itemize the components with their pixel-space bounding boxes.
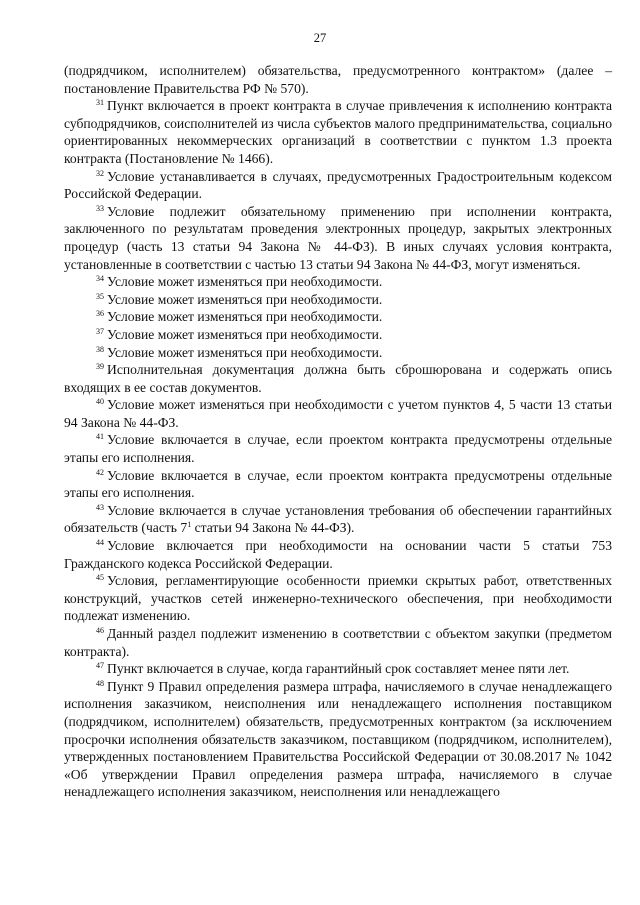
- footnote-33: $^{33}$ Условие подлежит обязательному применению при исполнении контракта, заключенного по результатам проведения электронных процедур, закрытых электронных процедур (часть 13 статьи 94 Закона № 44-ФЗ). В иных случаях условия контракта, установленные в соответствии с частью 13 статьи 94 Закона № 44-ФЗ, могут изменяться.: [64, 203, 612, 272]
- footnote-44: $^{44}$ Условие включается при необходимости на основании части 5 статьи 753 Гражданского кодекса Российской Федерации.: [64, 538, 612, 571]
- footnote-marker: 37: [96, 326, 104, 336]
- footnote-46: $^{46}$ Данный раздел подлежит изменению в соответствии с объектом закупки (предметом контракта).: [64, 626, 612, 659]
- footnote-45: $^{45}$ Условия, регламентирующие особенности приемки скрытых работ, ответственных конструкций, участков сетей инженерно-технического обеспечения, при необходимости подлежат изменению.: [64, 573, 612, 624]
- footnote-41: $^{41}$ Условие включается в случае, если проектом контракта предусмотрены отдельные этапы его исполнения.: [64, 432, 612, 466]
- footnote-39: $^{39}$ Исполнительная документация должна быть сброшюрована и содержать опись входящих в ее состав документов.: [64, 362, 612, 395]
- footnote-36: $^{36}$ Условие может изменяться при необходимости.: [96, 309, 383, 325]
- footnote-48: $^{48}$ Пункт 9 Правил определения размера штрафа, начисляемого в случае ненадлежащего исполнения заказчиком, неисполнения или ненадлежащего исполнения поставщиком (подрядчиком, исполнителем) обязательств, предусмотренных контрактом (за исключением просрочки исполнения обязательств заказчиком, поставщиком (подрядчиком, исполнителем), утвержденных постановлением Правительства Российской Федерации от 30.08.2017 № 1042 «Об утверждении Правил определения размера штрафа, начисляемого в случае ненадлежащего исполнения заказчиком, неисполнения или ненадлежащего: [64, 678, 612, 800]
- footnote-marker: 45: [96, 573, 104, 583]
- footnote-34: $^{34}$ Условие может изменяться при необходимости.: [96, 274, 383, 290]
- footnote-32: $^{32}$ Условие устанавливается в случаях, предусмотренных Градостроительным кодексом Российской Федерации.: [64, 168, 612, 202]
- footnote-marker: 40: [96, 397, 104, 407]
- page-number: 27: [313, 31, 327, 45]
- footnote-31: $^{31}$ Пункт включается в проект контракта в случае привлечения к исполнению контракта субподрядчиков, соисполнителей из числа субъектов малого предпринимательства, социально ориентированных некоммерческих организаций в соответствии с пунктом 1.3 проекта контракта (Постановление № 1466).: [64, 98, 612, 166]
- footnote-marker: 35: [96, 291, 104, 301]
- footnote-35: $^{35}$ Условие может изменяться при необходимости.: [96, 291, 383, 307]
- footnote-marker: 33: [96, 203, 104, 213]
- footnote-marker: 39: [96, 362, 104, 372]
- footnote-marker: 38: [96, 344, 104, 354]
- footnote-marker: 32: [96, 168, 104, 178]
- footnote-42: $^{42}$ Условие включается в случае, если проектом контракта предусмотрены отдельные этапы его исполнения.: [64, 467, 612, 501]
- footnote-marker: 46: [96, 626, 104, 635]
- footnotes-body: [64, 62, 612, 801]
- footnote-40: $^{40}$ Условие может изменяться при необходимости с учетом пунктов 4, 5 части 13 статьи 94 Закона № 44-ФЗ.: [64, 397, 612, 430]
- footnote-continuation: (подрядчиком, исполнителем) обязательства, предусмотренного контрактом» (далее – постановление Правительства РФ № 570).: [64, 63, 612, 96]
- footnote-43: $^{43}$ Условие включается в случае установления требования об обеспечении гарантийных обязательств (часть $7^1$ статьи 94 Закона № 44-ФЗ).: [64, 502, 612, 536]
- footnote-marker: 44: [96, 538, 104, 548]
- footnote-marker: 48: [96, 678, 104, 688]
- footnote-marker: 47: [96, 661, 104, 671]
- footnote-37: $^{37}$ Условие может изменяться при необходимости.: [96, 326, 383, 342]
- footnote-marker: 43: [96, 502, 104, 512]
- footnote-38: $^{38}$ Условие может изменяться при необходимости.: [96, 344, 383, 360]
- footnote-marker: 31: [96, 98, 104, 108]
- footnote-47: $^{47}$ Пункт включается в случае, когда гарантийный срок составляет менее пяти лет.: [96, 661, 570, 677]
- footnote-marker: 41: [96, 432, 104, 442]
- article-superscript: 1: [187, 520, 192, 530]
- footnote-marker: 34: [96, 274, 104, 284]
- footnote-marker: 42: [96, 467, 104, 477]
- footnote-marker: 36: [96, 309, 104, 319]
